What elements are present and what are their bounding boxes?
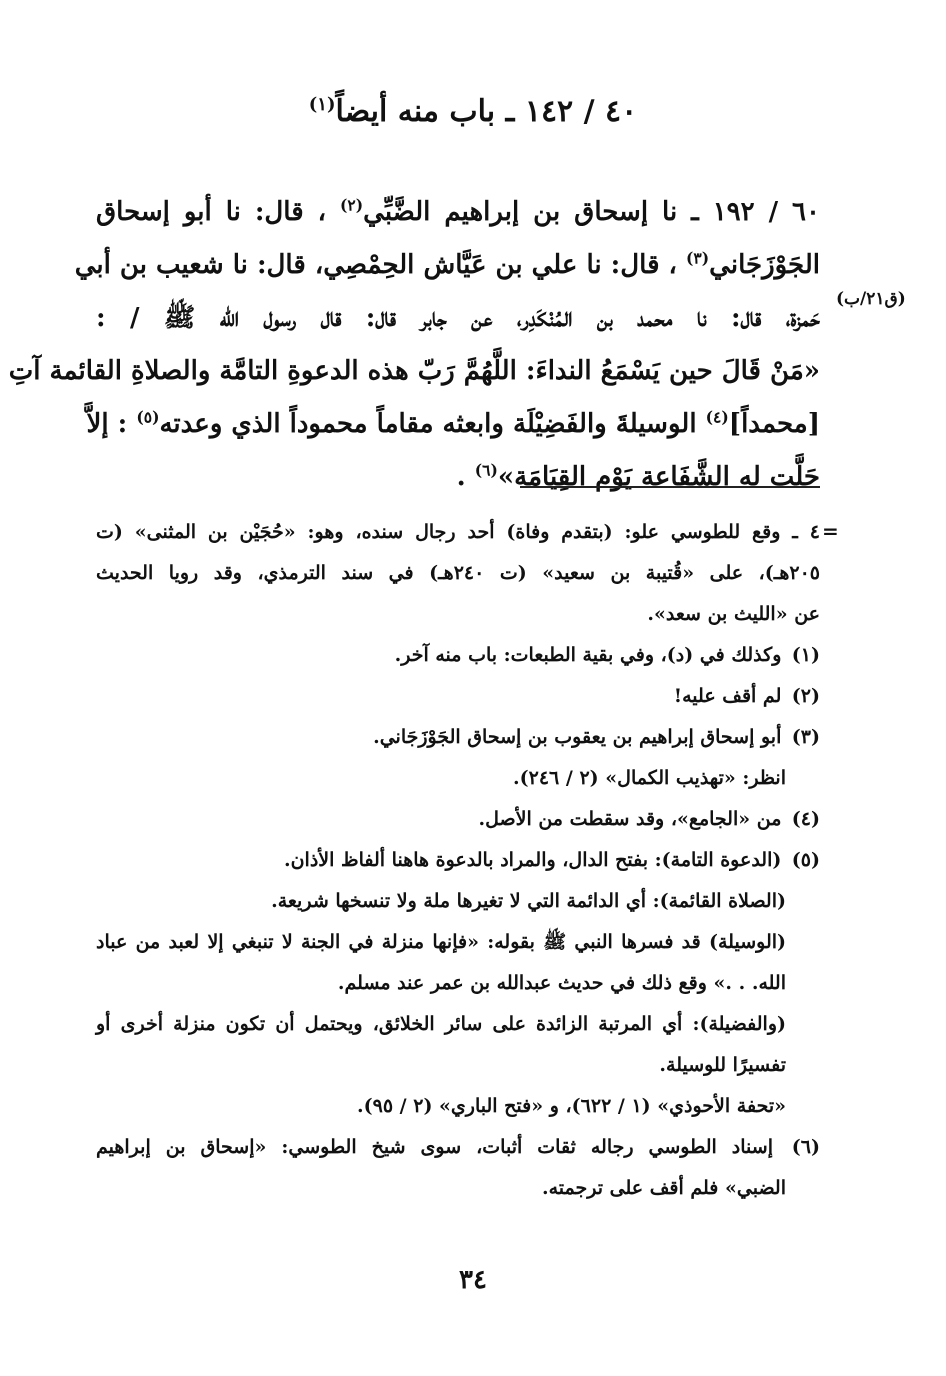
footnote-text: (الدعوة التامة): بفتح الدال، والمراد بالدعوة هاهنا ألفاظ الأذان. (283, 849, 782, 871)
footnote-line (96, 1086, 820, 1127)
footnote-text: «تحفة الأحوذي» (١ / ٦٢٢)، و «فتح الباري» (٢ / ٩٥). (357, 1095, 786, 1117)
footnote-text: ٤ ـ وقع للطوسي علو: (بتقدم وفاة) أحد رجال سنده، وهو: «حُجَيْن بن المثنى» (ت (96, 521, 820, 543)
footnote-line (96, 553, 820, 594)
footnote-line (96, 512, 820, 553)
footnote-text: إسناد الطوسي رجاله ثقات أثبات، سوى شيخ الطوسي: «إسحاق بن إبراهيم (96, 1136, 773, 1158)
footnote-line (96, 676, 820, 717)
footnote-text: تفسيرًا للوسيلة. (659, 1054, 786, 1076)
footnote-number: (١) (791, 644, 820, 666)
footnote-text: ٢٠٥هـ)، على «قُتيبة بن سعيد» (ت ٢٤٠هـ) في سند الترمذي، وقد رويا الحديث (96, 562, 820, 584)
footnote-number: (٦) (791, 1136, 820, 1158)
continuation-mark: = (822, 519, 839, 543)
footnote-number: (٤) (791, 808, 820, 830)
footnote-ref: (٢) (339, 195, 364, 215)
hadith-line: حَمزة، قال: نا محمد بن المُنْكَدِر، عن جابر قال: قال رسول الله ﷺ / : (96, 303, 820, 333)
footnote-text: الله. . .» وقع ذلك في حديث عبدالله بن عمر عند مسلم. (337, 972, 786, 994)
footnote-line (96, 840, 820, 881)
footnote-text: أبو إسحاق إبراهيم بن يعقوب بن إسحاق الجَوْزَجَاني. (373, 726, 782, 748)
footnote-line (96, 799, 820, 840)
manuscript-folio-note: (ق٢١/ب) (836, 289, 906, 309)
footnote-line (96, 1045, 820, 1086)
footnotes (96, 512, 820, 1209)
footnote-ref: (٣) (686, 248, 710, 268)
page-number: ٣٤ (459, 1265, 487, 1295)
hadith-line: الجَوْزَجَاني$^{(٣)}$ ، قال: نا علي بن عَيَّاش الحِمْصِي، قال: نا شعيب بن أبي (74, 248, 820, 280)
footnote-number: (٣) (791, 726, 820, 748)
footnote-text: عن «الليث بن سعد». (647, 603, 820, 625)
chapter-heading-text: ٤٠ / ١٤٢ ـ باب منه أيضاً (335, 94, 638, 129)
hadith-line: حَلَّت له الشَّفَاعة يَوْم القِيَامَة»$^{(٦)}$ . (456, 460, 820, 492)
footnote-line (96, 1168, 820, 1209)
hadith-line: [محمداً]$^{(٤)}$ الوسيلةَ والفَضِيْلَة وابعثه مقاماً محموداً الذي وعدته$^{(٥)}$ : إلاَّ (86, 407, 820, 439)
footnote-ref: (٤) (705, 407, 729, 427)
footnote-line (96, 1004, 820, 1045)
footnote-number: (٢) (791, 685, 820, 707)
footnote-text: لم أقف عليه! (673, 685, 782, 707)
footnote-text: وكذلك في (د)، وفي بقية الطبعات: باب منه آخر. (394, 644, 782, 666)
footnote-line (96, 1127, 820, 1168)
footnote-number: (٥) (791, 849, 820, 871)
heading-footnote-ref: (١) (308, 94, 336, 115)
footnote-text: (الصلاة القائمة): أي الدائمة التي لا تغيرها ملة ولا تنسخها شريعة. (271, 890, 786, 912)
footnote-line (96, 717, 820, 758)
footnote-text: (والفضيلة): أي المرتبة الزائدة على سائر الخلائق، ويحتمل أن تكون منزلة أخرى أو (96, 1013, 786, 1035)
hadith-line: «مَنْ قَالَ حين يَسْمَعُ النداءَ: اللَّهُمَّ رَبّ هذه الدعوةِ التامَّة والصلاةِ القائمة آتِ (8, 356, 820, 386)
footnote-line (96, 963, 820, 1004)
footnote-text: الضبي» فلم أقف على ترجمته. (542, 1177, 786, 1199)
footnote-ref: (٥) (136, 407, 160, 427)
footnote-line (96, 758, 820, 799)
footnote-text: من «الجامع»، وقد سقطت من الأصل. (478, 808, 782, 830)
chapter-heading (0, 92, 946, 132)
footnote-line (96, 594, 820, 635)
footnote-text: انظر: «تهذيب الكمال» (٢ / ٢٤٦). (513, 767, 786, 789)
footnote-line (96, 635, 820, 676)
hadith-line: ٦٠ / ١٩٢ ـ نا إسحاق بن إبراهيم الضَّبِّي$^{(٢)}$ ، قال: نا أبو إسحاق (96, 195, 820, 227)
footnote-ref: (٦) (474, 460, 498, 480)
footnote-divider (520, 486, 820, 488)
footnote-line (96, 881, 820, 922)
footnote-line (96, 922, 820, 963)
hadith-text (8, 186, 820, 504)
footnote-text: (الوسيلة) قد فسرها النبي ﷺ بقوله: «فإنها منزلة في الجنة لا تنبغي إلا لعبد من عباد (96, 931, 786, 953)
